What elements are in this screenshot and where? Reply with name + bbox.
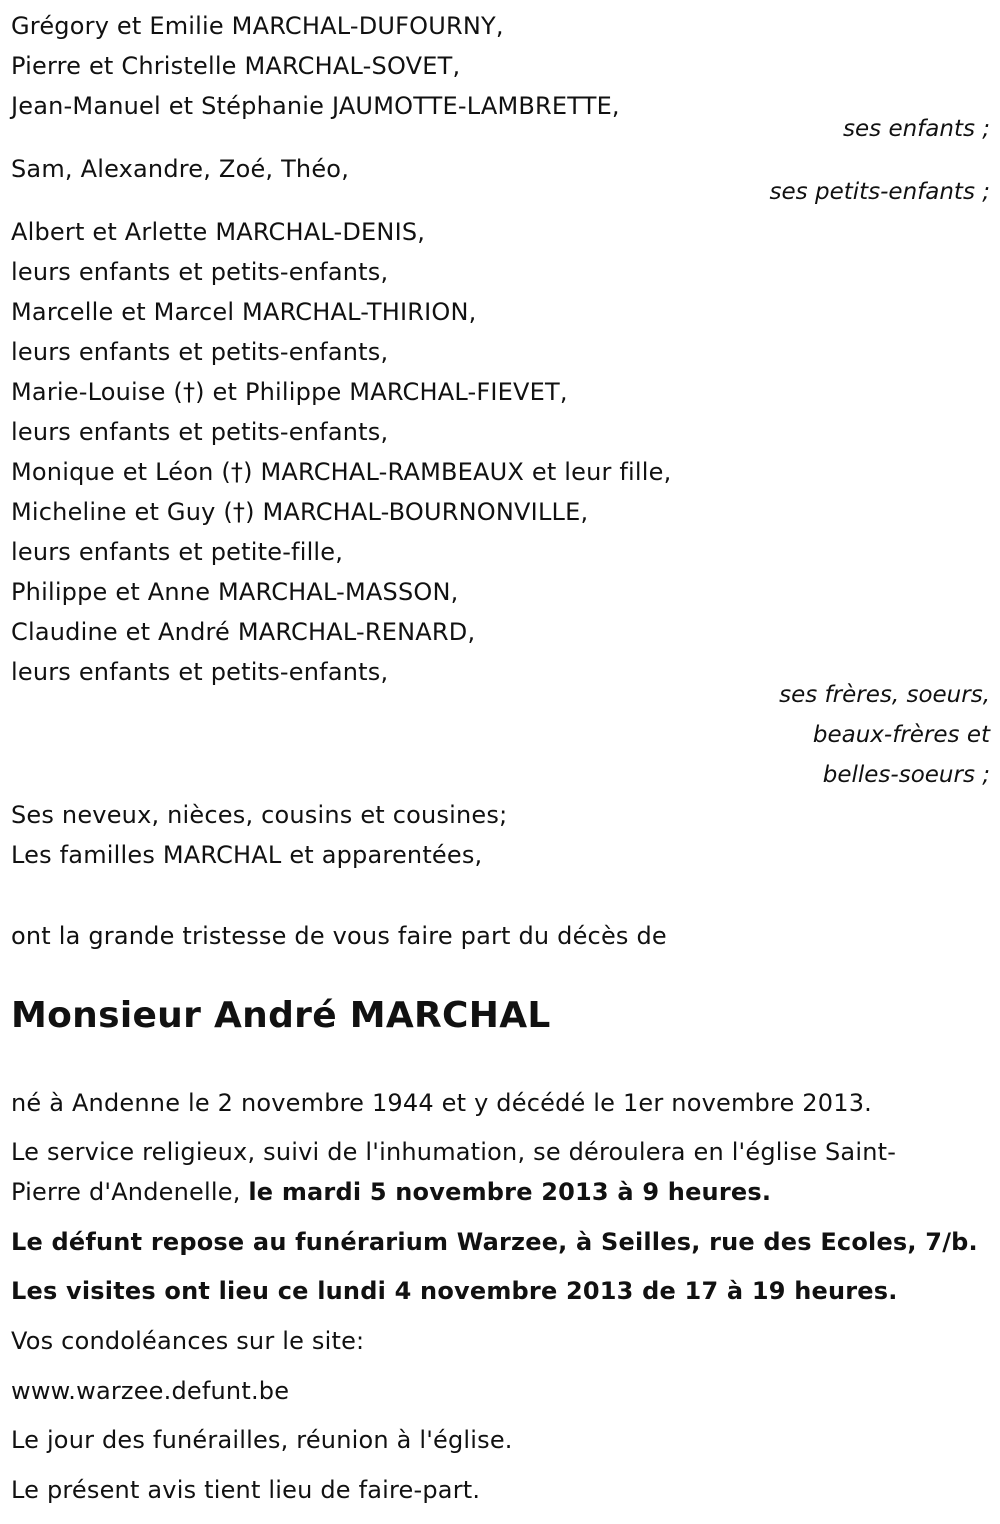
visits-line: Les visites ont lieu ce lundi 4 novembre 2013 de 17 à 19 heures. (11, 1277, 898, 1305)
siblings-line-2: leurs enfants et petits-enfants, (11, 258, 389, 286)
website-link[interactable]: www.warzee.defunt.be (11, 1377, 290, 1405)
deceased-name: Monsieur André MARCHAL (11, 995, 551, 1036)
meeting-line: Le jour des funérailles, réunion à l'église. (11, 1426, 513, 1454)
birth-death-line: né à Andenne le 2 novembre 1944 et y décédé le 1er novembre 2013. (11, 1089, 873, 1117)
service-line-2 (11, 1177, 771, 1207)
siblings-line-7: Monique et Léon (†) MARCHAL-RAMBEAUX et leur fille, (11, 458, 672, 486)
extended-line-2: Les familles MARCHAL et apparentées, (11, 841, 483, 869)
announcement-text: ont la grande tristesse de vous faire part du décès de (11, 922, 667, 950)
siblings-line-4: leurs enfants et petits-enfants, (11, 338, 389, 366)
service-location: Pierre d'Andenelle, (11, 1178, 249, 1206)
siblings-line-3: Marcelle et Marcel MARCHAL-THIRION, (11, 298, 477, 326)
siblings-line-6: leurs enfants et petits-enfants, (11, 418, 389, 446)
grandchildren-role: ses petits-enfants ; (769, 179, 990, 205)
siblings-line-11: Claudine et André MARCHAL-RENARD, (11, 618, 476, 646)
siblings-line-5: Marie-Louise (†) et Philippe MARCHAL-FIEVET, (11, 378, 568, 406)
siblings-line-9: leurs enfants et petite-fille, (11, 538, 344, 566)
children-line-3: Jean-Manuel et Stéphanie JAUMOTTE-LAMBRETTE, (11, 92, 620, 120)
service-line-1: Le service religieux, suivi de l'inhumation, se déroulera en l'église Saint- (11, 1138, 897, 1166)
condolences-label: Vos condoléances sur le site: (11, 1327, 365, 1355)
siblings-line-10: Philippe et Anne MARCHAL-MASSON, (11, 578, 459, 606)
rest-location: Le défunt repose au funérarium Warzee, à Seilles, rue des Ecoles, 7/b. (11, 1228, 978, 1256)
siblings-role-line-1: ses frères, soeurs, (779, 682, 990, 708)
children-role: ses enfants ; (843, 116, 990, 142)
siblings-line-12: leurs enfants et petits-enfants, (11, 658, 389, 686)
siblings-role-line-3: belles-soeurs ; (822, 762, 990, 788)
children-line-1: Grégory et Emilie MARCHAL-DUFOURNY, (11, 12, 504, 40)
service-date: le mardi 5 novembre 2013 à 9 heures. (248, 1178, 772, 1206)
grandchildren-line: Sam, Alexandre, Zoé, Théo, (11, 155, 350, 183)
siblings-line-8: Micheline et Guy (†) MARCHAL-BOURNONVILLE, (11, 498, 589, 526)
siblings-role-line-2: beaux-frères et (812, 722, 990, 748)
children-line-2: Pierre et Christelle MARCHAL-SOVET, (11, 52, 461, 80)
extended-line-1: Ses neveux, nièces, cousins et cousines; (11, 801, 508, 829)
siblings-line-1: Albert et Arlette MARCHAL-DENIS, (11, 218, 426, 246)
notice-line: Le présent avis tient lieu de faire-part. (11, 1476, 481, 1504)
